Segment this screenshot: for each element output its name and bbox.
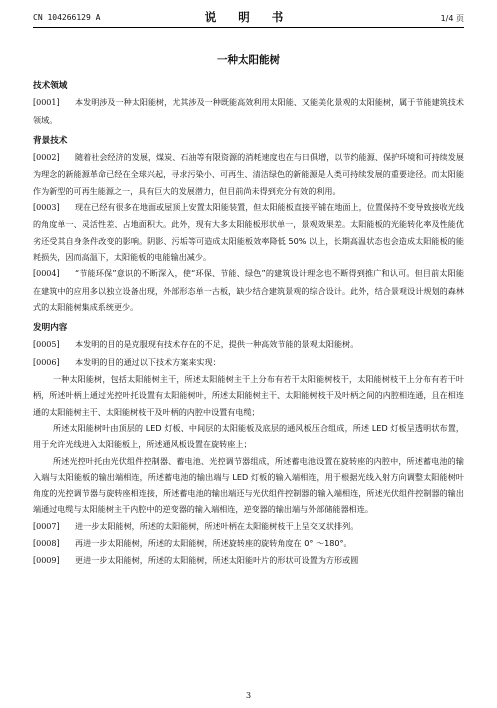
paragraph-0008 [33,535,464,552]
section-heading-summary: 发明内容 [33,323,68,334]
paragraph-0001 [33,94,464,128]
paragraph-number: [0009] [33,556,60,566]
paragraph-leaf: 所述太阳能树叶由顶层的 LED 灯板、中间层的太阳能板及底层的通风板压合组成，所述 LED 灯板呈透明状布置，用于允许光线进入太阳能板上，所述通风板设置在旋转座上； [33,422,464,450]
paragraph-text: 本发明的目的是克服现有技术存在的不足，提供一种高效节能的景观太阳能树。 [75,339,359,350]
paragraph-number: [0008] [33,539,60,549]
paragraph-number: [0007] [33,521,60,531]
paragraph-0002 [33,149,464,199]
paragraph-text: 随着社会经济的发展，煤炭、石油等有限资源的消耗速度也在与日俱增，以节约能源、保护环境和可持续发展为理念的新能源革命已经在全球兴起，寻求污染小、可再生、清洁绿色的新能源是人类可持续发展的重要途径。而太阳能作为新型的可再生能源之一，具有巨大的发展潜力，但目前尚未得到充分有效的利用。 [33,152,464,196]
page-number: 3 [245,691,252,700]
paragraph-text: 本发明的目的通过以下技术方案来实现： [75,356,221,367]
paragraph-0007 [33,518,464,535]
paragraph-number: [0006] [33,357,60,367]
paragraph-0003 [33,199,464,265]
document-body [33,78,464,570]
paragraph-number: [0004] [33,269,60,279]
paragraph-light-control: 所述光控叶托由光伏组件控制器、蓄电池、光控调节器组成，所述蓄电池设置在旋转座的内腔中，所述蓄电池的输入端与太阳能板的输出端相连，所述蓄电池的输出端与 LED 灯板的输入端相连，用于根据光线入射方向调整太阳能树叶角度的光控调节器与旋转座相连接，所述蓄电池的输出端还与光伏组件控制器的输入端相连，所述光伏组件控制器的输出端通过电缆与太阳能树主干内腔中的逆变器的输入端相连，逆变器的输出端与外部储能器相连。 [33,455,464,515]
paragraph-text: 更进一步太阳能树，所述的太阳能树，所述太阳能叶片的形状可设置为方形或圆 [75,555,359,566]
paragraph-0009 [33,552,464,569]
paragraph-number: [0001] [33,98,60,108]
paragraph-number: [0005] [33,340,60,350]
paragraph-0006 [33,354,464,371]
document-title: 一种太阳能树 [217,54,280,66]
section-heading-field: 技术领域 [33,81,68,91]
paragraph-text: 现在已经有很多在地面或屋顶上安置太阳能装置，但太阳能板直接平铺在地面上，位置保持不变导致接收光线的角度单一、灵活性差、占地面积大。此外，现有大多太阳能板形状单一，景观效果差。太阳能板的光能转化率及性能优劣还受其自身条件改变的影响。阴影、污垢等可造成太阳能板效率降低 50% 以上，长期高温状态也会造成太阳能板的能耗损失，因而高温下，太阳能板的电能输出减少。 [33,202,464,262]
paragraph-0004 [33,265,464,315]
paragraph-0005 [33,336,464,353]
paragraph-text: “节能环保”意识的不断深入，使“环保、节能、绿色”的建筑设计理念也不断得到推广和认可。但目前太阳能在建筑中的应用多以独立设备出现，外部形态单一古板，缺少结合建筑景观的综合设计。此外，结合景观设计规划的森林式的太阳能树集成系统更少。 [33,268,464,312]
paragraph-structure: 一种太阳能树，包括太阳能树主干，所述太阳能树主干上分布有若干太阳能树枝干，太阳能树枝干上分布有若干叶柄，所述叶柄上通过光控叶托设置有太阳能树叶，所述太阳能树主干、太阳能树枝干及叶柄之间的内腔相连通，且在相连通的太阳能树主干、太阳能树枝干及叶柄的内腔中设置有电缆； [33,374,464,417]
patent-number: CN 104266129 A [33,13,101,22]
document-type: 说 明 书 [204,10,293,24]
section-heading-background: 背景技术 [33,135,68,146]
page-header [33,9,464,29]
paragraph-text: 本发明涉及一种太阳能树，尤其涉及一种既能高效利用太阳能、又能美化景观的太阳能树，属于节能建筑技术领域。 [33,97,464,125]
header-rule [33,27,464,28]
page-indicator: 1/4 页 [440,14,464,23]
paragraph-text: 进一步太阳能树，所述的太阳能树，所述叶柄在太阳能树枝干上呈交叉状排列。 [75,520,359,531]
paragraph-number: [0002] [33,153,60,163]
paragraph-text: 再进一步太阳能树，所述的太阳能树，所述旋转座的旋转角度在 0° ～180°。 [75,538,352,549]
paragraph-number: [0003] [33,203,60,213]
